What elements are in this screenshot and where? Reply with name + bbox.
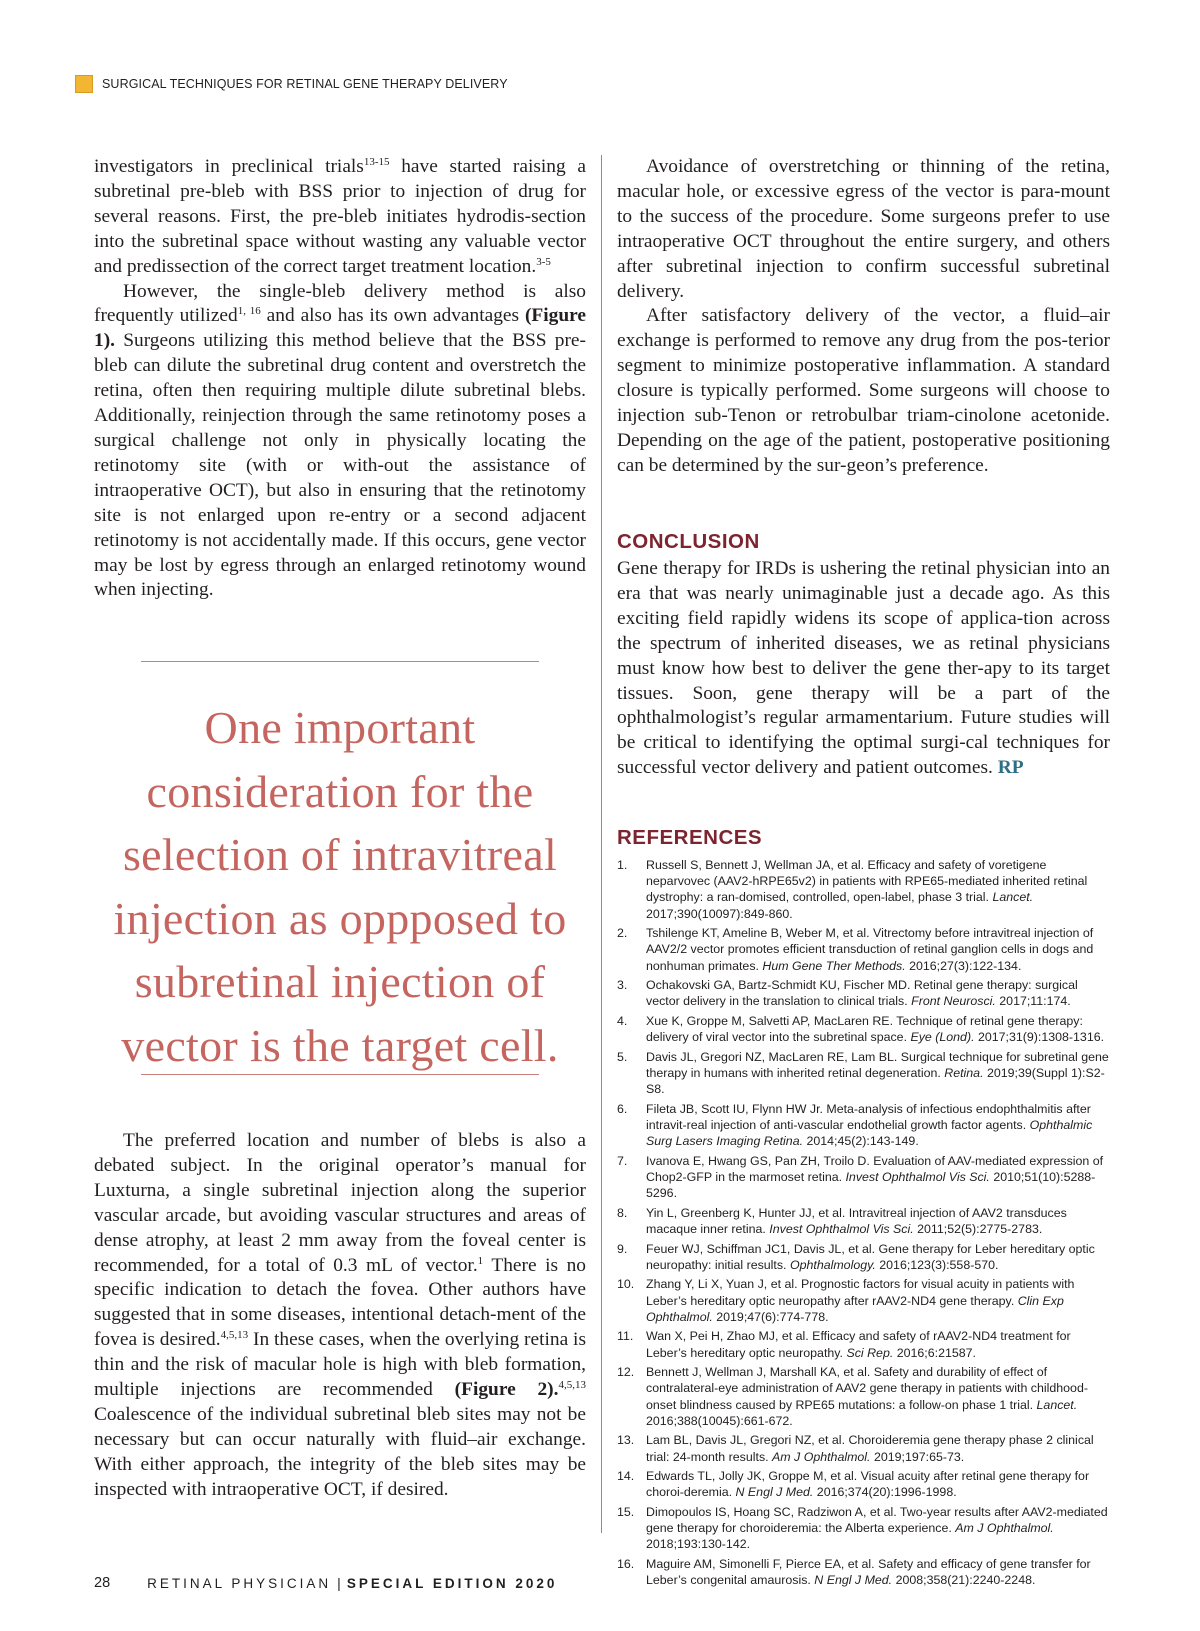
reference-volume: 2016;27(3):122-134. [905, 958, 1022, 973]
reference-volume: 2016;6:21587. [893, 1345, 976, 1360]
reference-text [646, 1276, 1112, 1325]
reference-item [617, 1432, 1112, 1464]
reference-text [646, 1205, 1112, 1237]
reference-volume: 2010;51(10):5288-5296. [646, 1170, 1096, 1201]
reference-item [617, 1241, 1112, 1273]
reference-item [617, 1013, 1112, 1045]
text-run: have started raising a subretinal pre-bleb with BSS prior to injection of drug for several reasons. First, the pre-bleb initiates hydrodis-section into the subretinal space without wasting any valuable vector and predissection of the correct target treatment location. [94, 156, 586, 277]
reference-citation: Feuer WJ, Schiffman JC1, Davis JL, et al. Gene therapy for Leber hereditary optic neuropathy: initial results. [646, 1241, 1095, 1272]
right-column-top [617, 155, 1110, 479]
text-run: There is no specific indication to detach the fovea. Other authors have suggested that in some diseases, intentional detach-ment of the fovea is desired. [94, 1254, 586, 1351]
conclusion-heading: CONCLUSION [617, 530, 760, 553]
text-run: However, the single-bleb delivery method is also frequently utilized [94, 280, 586, 327]
citation-superscript: 3-5 [536, 255, 551, 268]
reference-item [617, 1328, 1112, 1360]
reference-item [617, 1205, 1112, 1237]
reference-journal: Front Neurosci. [911, 994, 996, 1009]
reference-number: 4. [617, 1014, 628, 1028]
reference-text [646, 1101, 1112, 1150]
reference-journal: Ophthalmology. [789, 1257, 876, 1272]
reference-text [646, 1364, 1112, 1429]
reference-journal: N Engl J Med. [814, 1573, 893, 1588]
reference-number: 14. [617, 1469, 635, 1484]
reference-text [646, 925, 1112, 974]
reference-citation: Maguire AM, Simonelli F, Pierce EA, et al. Safety and efficacy of gene transfer for Leber’s congenital amaurosis. [646, 1556, 1091, 1588]
reference-volume: 2017;11:174. [995, 994, 1071, 1009]
paragraph [94, 280, 586, 604]
edition-label: SPECIAL EDITION 2020 [346, 1575, 558, 1591]
reference-journal: Eye (Lond). [910, 1030, 975, 1045]
reference-journal: Ophthalmic Surg Lasers Imaging Retina. [646, 1118, 1093, 1149]
reference-text [646, 1013, 1112, 1045]
footer-separator: | [337, 1575, 341, 1591]
reference-item [617, 1276, 1112, 1325]
reference-item [617, 1101, 1112, 1150]
reference-citation: Zhang Y, Li X, Yuan J, et al. Prognostic factors for visual acuity in patients with Leber’s hereditary optic neuropathy after rAAV2-ND4 gene therapy. [646, 1277, 1075, 1308]
reference-citation: Ochakovski GA, Bartz-Schmidt KU, Fischer MD. Retinal gene therapy: surgical vector delivery in the translation to clinical trials. [646, 978, 1078, 1009]
reference-number: 5. [617, 1049, 628, 1064]
reference-item [617, 1364, 1112, 1429]
reference-number: 1. [617, 858, 628, 872]
reference-citation: Wan X, Pei H, Zhao MJ, et al. Efficacy and safety of rAAV2-ND4 treatment for Leber’s hereditary optic neuropathy. [646, 1329, 1071, 1360]
reference-journal: Sci Rep. [846, 1345, 894, 1360]
reference-journal: Invest Ophthalmol Vis Sci. [845, 1170, 990, 1184]
text-run: Coalescence of the individual subretinal bleb sites may not be necessary but can occur naturally with fluid–air exchange. With either approach, the integrity of the bleb sites may be inspected with intraoperative OCT, if desired. [94, 1403, 586, 1500]
references-list [617, 857, 1112, 1592]
reference-journal: Am J Ophthalmol. [772, 1449, 871, 1464]
reference-journal: Lancet. [1036, 1397, 1078, 1412]
reference-volume: 2016;374(20):1996-1998. [813, 1485, 957, 1500]
reference-text [646, 1468, 1112, 1500]
citation-superscript: 13-15 [363, 156, 390, 168]
reference-citation: Xue K, Groppe M, Salvetti AP, MacLaren RE. Technique of retinal gene therapy: delivery of viral vector into the subretinal space. [646, 1014, 1083, 1045]
reference-citation: Davis JL, Gregori NZ, MacLaren RE, Lam BL. Surgical technique for subretinal gene therapy in humans with inherited retinal degeneration. [646, 1049, 1109, 1080]
reference-text [646, 1241, 1112, 1273]
reference-item [617, 1556, 1112, 1588]
reference-number: 12. [617, 1365, 635, 1380]
reference-volume: 2016;123(3):558-570. [875, 1257, 999, 1272]
reference-volume: 2018;193:130-142. [646, 1537, 751, 1552]
reference-journal: Invest Ophthalmol Vis Sci. [769, 1222, 914, 1236]
reference-number: 6. [617, 1101, 628, 1116]
figure-reference: (Figure 2). [454, 1379, 559, 1401]
reference-text [646, 1328, 1112, 1360]
reference-number: 3. [617, 978, 628, 993]
reference-item [617, 857, 1112, 922]
pull-quote-rule-bottom [141, 1074, 539, 1075]
reference-volume: 2016;388(10045):661-672. [646, 1413, 793, 1428]
citation-superscript: 4,5,13 [558, 1379, 586, 1392]
text-run: and also has its own advantages [260, 305, 525, 327]
reference-volume: 2017;390(10097):849-860. [646, 906, 793, 921]
reference-citation: Lam BL, Davis JL, Gregori NZ, et al. Choroideremia gene therapy phase 2 clinical trial: 24-month results. [646, 1433, 1094, 1464]
reference-text [646, 1504, 1112, 1553]
reference-citation: Edwards TL, Jolly JK, Groppe M, et al. Visual acuity after retinal gene therapy for choroi-deremia. [646, 1469, 1090, 1500]
paragraph: After satisfactory delivery of the vector, a fluid–air exchange is performed to remove any drug from the pos-terior segment to minimize postoperative inflammation. A standard closure is typically performed. Some surgeons will choose to injection sub-Tenon or retrobulbar triam-cinolone acetonide. Depending on the age of the patient, postoperative positioning can be determined by the sur-geon’s preference. [617, 305, 1110, 476]
reference-item [617, 925, 1112, 974]
reference-journal: N Engl J Med. [735, 1485, 814, 1500]
reference-citation: Tshilenge KT, Ameline B, Weber M, et al. Vitrectomy before intravitreal injection of AAV2/2 vector promotes efficient transduction of retinal ganglion cells in dogs and nonhuman primates. [646, 926, 1094, 973]
end-mark: RP [997, 757, 1024, 779]
page-number: 28 [94, 1575, 111, 1591]
left-column-bottom [94, 1129, 586, 1503]
paragraph: Avoidance of overstretching or thinning of the retina, macular hole, or excessive egress of the vector is para-mount to the success of the procedure. Some surgeons prefer to use intraoperative OCT throughout the entire surgery, and others after subretinal injection to confirm successful subretinal delivery. [617, 156, 1110, 302]
reference-item [617, 1468, 1112, 1500]
text-run: investigators in preclinical trials [94, 156, 364, 177]
reference-volume: 2019;47(6):774-778. [712, 1309, 829, 1324]
reference-citation: Russell S, Bennett J, Wellman JA, et al. Efficacy and safety of voretigene neparvovec (AAV2-hRPE65v2) in patients with RPE65-mediated inherited retinal dystrophy: a ran-domised, controlled, open-label, phase 3 trial. [646, 858, 1088, 905]
reference-citation: Ivanova E, Hwang GS, Pan ZH, Troilo D. Evaluation of AAV-mediated expression of Chop2-GFP in the marmoset retina. [646, 1153, 1104, 1184]
page-footer [94, 1575, 557, 1591]
references-heading: REFERENCES [617, 826, 763, 849]
section-marker-icon [75, 75, 93, 93]
paragraph [94, 155, 586, 280]
reference-journal: Lancet. [992, 890, 1034, 905]
reference-journal: Retina. [944, 1066, 984, 1080]
publication-name: RETINAL PHYSICIAN [147, 1575, 332, 1591]
reference-volume: 2019;197:65-73. [870, 1449, 965, 1464]
text-run: Gene therapy for IRDs is ushering the retinal physician into an era that was nearly unimaginable just a decade ago. As this exciting field rapidly widens its scope of applica-tion across the spectrum of inherited diseases, we as retinal physicians must know how best to deliver the gene ther-apy to its target tissues. Soon, gene therapy will be a part of the ophthalmologist’s regular armamentarium. Future studies will be critical to identifying the optimal surgi-cal techniques for successful vector delivery and patient outcomes. [617, 558, 1110, 779]
reference-number: 7. [617, 1153, 628, 1168]
citation-superscript: 4,5,13 [220, 1329, 249, 1342]
reference-volume: 2011;52(5):2775-2783. [913, 1222, 1043, 1236]
reference-text [646, 1153, 1112, 1202]
reference-citation: Dimopoulos IS, Hoang SC, Radziwon A, et al. Two-year results after AAV2-mediated gene therapy for choroideremia: the Alberta experience. [646, 1504, 1108, 1536]
reference-text [646, 1049, 1112, 1098]
reference-journal: Hum Gene Ther Methods. [762, 958, 906, 973]
pull-quote-rule-top [141, 661, 539, 662]
reference-citation: Bennett J, Wellman J, Marshall KA, et al. Safety and durability of effect of contralateral-eye administration of AAV2 gene therapy in patients with childhood-onset blindness caused by RPE65 mutations: a follow-on phase 1 trial. [646, 1365, 1088, 1412]
reference-number: 2. [617, 926, 628, 941]
text-run: Surgeons utilizing this method believe that the BSS pre-bleb can dilute the subretinal drug content and overstretch the retina, often then requiring multiple dilute subretinal blebs. Additionally, reinjection through the same retinotomy poses a surgical challenge not only in physically locating the retinotomy site (with or with-out the assistance of intraoperative OCT), but also in ensuring that the retinotomy site is not enlarged upon re-entry or a second adjacent retinotomy is not accidentally made. If this occurs, gene vector may be lost by egress through an enlarged retinotomy wound when injecting. [94, 330, 586, 601]
reference-number: 13. [617, 1433, 635, 1448]
running-head [75, 74, 508, 94]
reference-journal: Clin Exp Ophthalmol. [646, 1293, 1064, 1324]
reference-volume: 2017;31(9):1308-1316. [974, 1030, 1105, 1045]
text-run: The preferred location and number of blebs is also a debated subject. In the original operator’s manual for Luxturna, a single subretinal injection along the superior vascular arcade, but avoiding vascular structures and areas of dense atrophy, at least 2 mm away from the foveal center is recommended, for a total of 0.3 mL of vector. [94, 1130, 586, 1276]
reference-number: 11. [617, 1329, 634, 1344]
figure-reference: (Figure 1). [94, 305, 586, 352]
reference-text [646, 857, 1112, 922]
reference-text [646, 1556, 1112, 1588]
reference-volume: 2014;45(2):143-149. [803, 1134, 919, 1149]
reference-number: 8. [617, 1205, 628, 1220]
reference-citation: Fileta JB, Scott IU, Flynn HW Jr. Meta-analysis of infectious endophthalmitis after intravit-real injection of anti-vascular endothelial growth factor agents. [646, 1101, 1091, 1132]
reference-text [646, 977, 1112, 1009]
paragraph [94, 1129, 586, 1503]
reference-number: 10. [617, 1277, 635, 1292]
conclusion-body [617, 557, 1110, 781]
running-head-title: SURGICAL TECHNIQUES FOR RETINAL GENE THERAPY DELIVERY [102, 77, 508, 91]
reference-volume: 2008;358(21):2240-2248. [892, 1573, 1036, 1588]
left-column-top [94, 155, 586, 603]
reference-item [617, 1504, 1112, 1553]
reference-volume: 2019;39(Suppl 1):S2-S8. [646, 1066, 1105, 1097]
pull-quote: One important consideration for the selection of intravitreal injection as oppposed to subretinal injection of vector is the target cell. [113, 702, 567, 1071]
reference-number: 16. [617, 1556, 635, 1571]
reference-text [646, 1432, 1112, 1464]
reference-number: 9. [617, 1241, 628, 1256]
text-run: In these cases, when the overlying retina is thin and the risk of macular hole is high with bleb formation, multiple injections are recommended [94, 1329, 586, 1401]
citation-superscript: 1, 16 [237, 305, 261, 318]
reference-journal: Am J Ophthalmol. [955, 1521, 1054, 1536]
reference-item [617, 1153, 1112, 1202]
reference-citation: Yin L, Greenberg K, Hunter JJ, et al. Intravitreal injection of AAV2 transduces macaque inner retina. [646, 1205, 1067, 1236]
reference-item [617, 977, 1112, 1009]
reference-item [617, 1049, 1112, 1098]
citation-superscript: 1 [477, 1254, 484, 1267]
paragraph [617, 557, 1110, 781]
reference-number: 15. [617, 1504, 635, 1519]
column-divider [601, 155, 602, 1533]
